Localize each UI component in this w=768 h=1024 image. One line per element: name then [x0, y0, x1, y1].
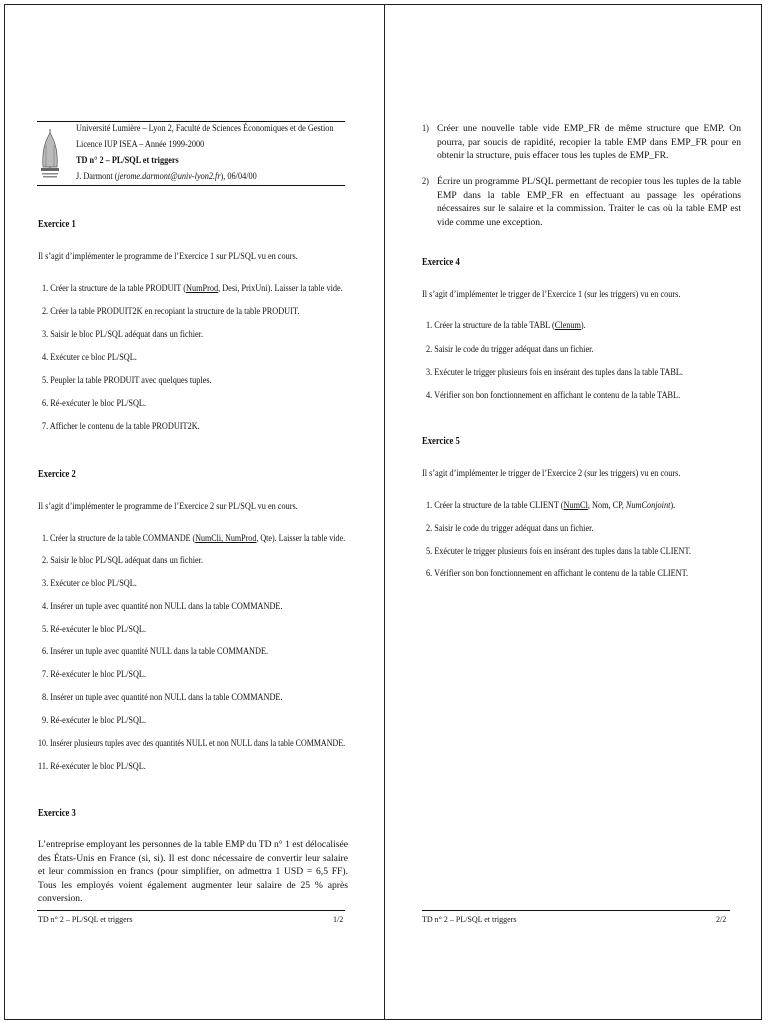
- footer-rule: [422, 910, 730, 911]
- ex5-item-2: [426, 523, 593, 534]
- item-text: Insérer un tuple avec quantité non NULL dans la table COMMANDE.: [50, 692, 283, 703]
- footer-rule: [37, 910, 345, 911]
- ex1-intro: Il s’agit d’implémenter le programme de l’Exercice 1 sur PL/SQL vu en cours.: [38, 251, 298, 262]
- ex5-item-6: [426, 568, 688, 579]
- item-number: 11.: [38, 761, 49, 772]
- item-text: Créer la structure de la table PRODUIT (: [50, 283, 186, 294]
- item-text: Insérer un tuple avec quantité non NULL dans la table COMMANDE.: [50, 601, 283, 612]
- header-td-title: TD n° 2 – PL/SQL et triggers: [76, 155, 179, 166]
- item-number: 3.: [426, 367, 433, 378]
- item-text: Saisir le bloc PL/SQL adéquat dans un fichier.: [50, 555, 204, 566]
- ex4-title: Exercice 4: [422, 257, 460, 268]
- item-number: 6.: [426, 568, 433, 579]
- item-number: 10.: [38, 738, 48, 749]
- header-bottom-rule: [37, 185, 345, 186]
- ex1-item-1: [42, 283, 343, 294]
- primary-key: NumProd: [185, 283, 219, 294]
- author-name: J. Darmont (: [76, 171, 118, 182]
- item-text: , Desi, PrixUni). Laisser la table vide.: [218, 283, 343, 294]
- item-number: 1.: [426, 500, 433, 511]
- item-number: 2.: [426, 344, 433, 355]
- item-number: 8.: [42, 692, 49, 703]
- item-text: Ré-exécuter le bloc PL/SQL.: [50, 624, 147, 635]
- ex4-item-4: [426, 390, 680, 401]
- ex1-item-7: [42, 421, 200, 432]
- header-university: Université Lumière – Lyon 2, Faculté de Sciences Économiques et de Gestion: [76, 123, 334, 134]
- ex4-intro: Il s’agit d’implémenter le trigger de l’Exercice 1 (sur les triggers) vu en cours.: [422, 289, 681, 300]
- item-text: Créer la structure de la table COMMANDE (: [50, 533, 196, 544]
- item-text: Insérer un tuple avec quantité NULL dans la table COMMANDE.: [50, 646, 269, 657]
- item-number: 6.: [42, 646, 49, 657]
- header-licence: Licence IUP ISEA – Année 1999-2000: [76, 139, 205, 150]
- ex5-intro: Il s’agit d’implémenter le trigger de l’Exercice 2 (sur les triggers) vu en cours.: [422, 468, 681, 479]
- header-top-rule: [37, 121, 345, 122]
- item-text: Exécuter ce bloc PL/SQL.: [50, 352, 137, 363]
- item-text: Vérifier son bon fonctionnement en affichant le contenu de la table CLIENT.: [434, 568, 689, 579]
- primary-key: NumCli, NumProd: [195, 533, 257, 544]
- ex3-item-1-text: Créer une nouvelle table vide EMP_FR de même structure que EMP. On pourra, par soucis de rapidité, recopier la table EMP dans EMP_FR pour en obtenir la structure, puis effacer tous les tuples de EMP_FR.: [437, 123, 741, 161]
- primary-key: Clenum: [554, 320, 581, 331]
- ex1-title: Exercice 1: [38, 219, 76, 230]
- footer-page-number: 1/2: [333, 915, 344, 924]
- item-number: 5.: [426, 546, 433, 557]
- ex3-title: Exercice 3: [38, 808, 76, 819]
- foreign-key: NumConjoint: [625, 500, 671, 511]
- item-text: Exécuter ce bloc PL/SQL.: [50, 578, 137, 589]
- item-number: 1.: [42, 533, 49, 544]
- ex4-item-2: [426, 344, 593, 355]
- primary-key: NumCl: [563, 500, 588, 511]
- ex1-item-6: [42, 398, 146, 409]
- item-number: 6.: [42, 398, 49, 409]
- ex2-item-9: [42, 715, 146, 726]
- item-number: 2.: [426, 523, 433, 534]
- item-text: Saisir le code du trigger adéquat dans un fichier.: [434, 344, 594, 355]
- ex3-item-2-text: Écrire un programme PL/SQL permettant de recopier tous les tuples de la table EMP dans la table EMP_FR en effectuant au passage les opérations nécessaires sur le salaire et la commission. Traiter le cas où la table EMP est vide comme une exception.: [437, 176, 741, 228]
- ex2-intro: Il s’agit d’implémenter le programme de l’Exercice 2 sur PL/SQL vu en cours.: [38, 501, 298, 512]
- ex5-item-1: [426, 500, 675, 511]
- item-text: Peupler la table PRODUIT avec quelques tuples.: [50, 375, 212, 386]
- ex3-item-1-number: 1): [422, 123, 429, 134]
- footer-title: TD n° 2 – PL/SQL et triggers: [422, 915, 517, 924]
- item-text: ).: [580, 320, 586, 331]
- ex1-item-5: [42, 375, 212, 386]
- item-number: 9.: [42, 715, 49, 726]
- item-number: 2.: [42, 306, 49, 317]
- item-text: Créer la table PRODUIT2K en recopiant la structure de la table PRODUIT.: [50, 306, 300, 317]
- item-number: 3.: [42, 329, 49, 340]
- ex2-item-6: [42, 646, 268, 657]
- item-number: 7.: [42, 421, 49, 432]
- item-text: Ré-exécuter le bloc PL/SQL.: [50, 398, 147, 409]
- item-text: Saisir le bloc PL/SQL adéquat dans un fichier.: [50, 329, 204, 340]
- ex2-item-8: [42, 692, 283, 703]
- item-text: , Nom, CP,: [587, 500, 626, 511]
- item-text: Ré-exécuter le bloc PL/SQL.: [50, 669, 147, 680]
- item-text: Ré-exécuter le bloc PL/SQL.: [50, 761, 146, 772]
- header-date: ), 06/04/00: [220, 171, 257, 182]
- ex4-item-3: [426, 367, 683, 378]
- item-text: Exécuter le trigger plusieurs fois en insérant des tuples dans la table CLIENT.: [434, 546, 691, 557]
- ex3-paragraph: L’entreprise employant les personnes de la table EMP du TD n° 1 est délocalisée des États-Unis en France (si, si). Il est donc nécessaire de convertir leur salaire et leur commission en francs (pour simplifier, on admettra 1 USD = 6,5 FF). Tous les employés voient également augmenter leur salaire de 25 % après conversion.: [38, 839, 348, 904]
- footer-page-number: 2/2: [716, 915, 727, 924]
- item-number: 3.: [42, 578, 49, 589]
- ex2-title: Exercice 2: [38, 469, 76, 480]
- ex2-item-11: [38, 761, 146, 772]
- header-author: [76, 171, 257, 182]
- ex1-item-4: [42, 352, 137, 363]
- item-text: Saisir le code du trigger adéquat dans un fichier.: [434, 523, 594, 534]
- item-text: Exécuter le trigger plusieurs fois en insérant des tuples dans la table TABL.: [434, 367, 683, 378]
- item-text: Vérifier son bon fonctionnement en affichant le contenu de la table TABL.: [434, 390, 681, 401]
- item-text: Créer la structure de la table CLIENT (: [434, 500, 564, 511]
- ex5-title: Exercice 5: [422, 436, 460, 447]
- ex3-item-2-number: 2): [422, 176, 429, 187]
- author-email: jerome.darmont@univ-lyon2.fr: [117, 171, 221, 182]
- item-number: 2.: [42, 555, 49, 566]
- university-logo-icon: [38, 127, 62, 183]
- item-number: 5.: [42, 375, 49, 386]
- item-number: 5.: [42, 624, 49, 635]
- item-number: 1.: [426, 320, 433, 331]
- ex2-item-10: [38, 738, 345, 749]
- page-2: [385, 0, 768, 1024]
- ex1-item-2: [42, 306, 299, 317]
- footer-title: TD n° 2 – PL/SQL et triggers: [38, 915, 133, 924]
- item-text: Afficher le contenu de la table PRODUIT2K.: [49, 421, 200, 432]
- ex1-item-3: [42, 329, 203, 340]
- ex4-item-1: [426, 320, 586, 331]
- ex2-item-1: [42, 533, 345, 544]
- ex2-item-3: [42, 578, 137, 589]
- item-text: Insérer plusieurs tuples avec des quantités NULL et non NULL dans la table COMMANDE.: [49, 738, 346, 749]
- ex2-item-5: [42, 624, 146, 635]
- item-number: 4.: [42, 601, 49, 612]
- ex2-item-2: [42, 555, 203, 566]
- ex5-item-5: [426, 546, 691, 557]
- item-text: Ré-exécuter le bloc PL/SQL.: [50, 715, 147, 726]
- item-text: ).: [670, 500, 676, 511]
- item-text: Créer la structure de la table TABL (: [434, 320, 555, 331]
- item-number: 1.: [42, 283, 49, 294]
- ex2-item-4: [42, 601, 283, 612]
- ex2-item-7: [42, 669, 146, 680]
- item-number: 4.: [426, 390, 433, 401]
- item-number: 4.: [42, 352, 49, 363]
- item-text: , Qte). Laisser la table vide.: [256, 533, 346, 544]
- item-number: 7.: [42, 669, 49, 680]
